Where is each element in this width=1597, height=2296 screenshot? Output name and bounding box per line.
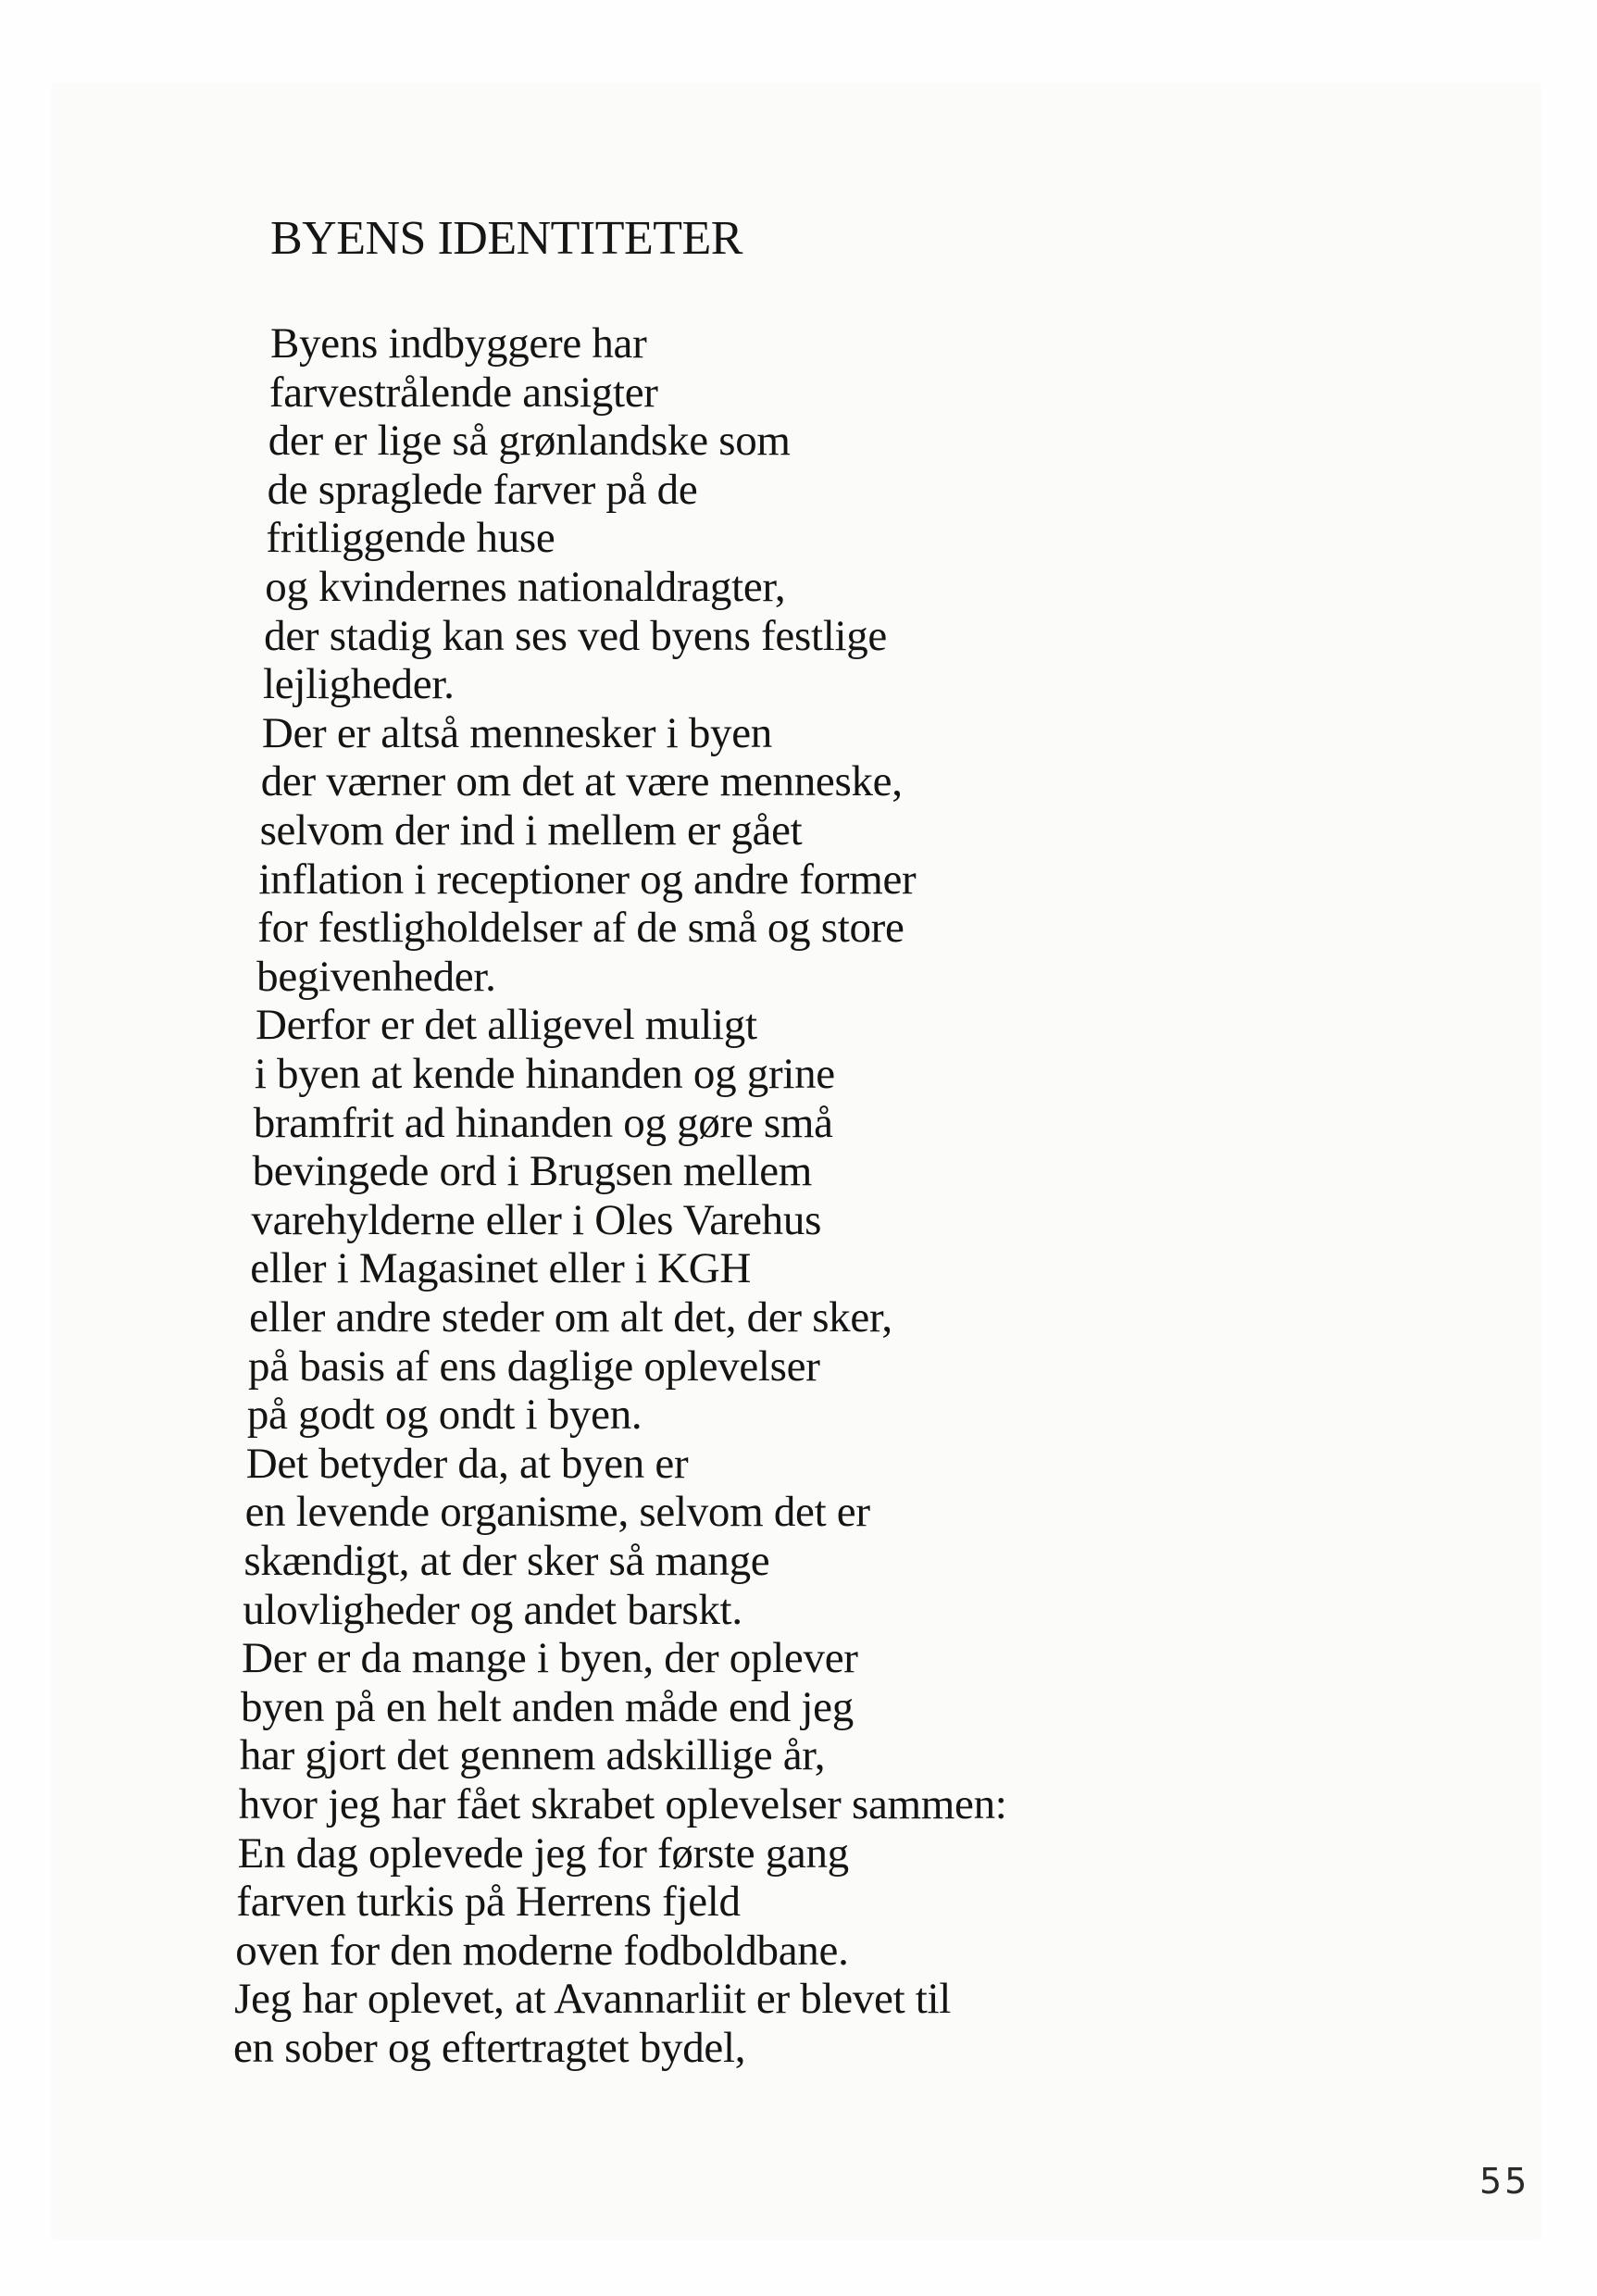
poem-line: begivenheder. <box>256 952 496 1001</box>
poem-line: farven turkis på Herrens fjeld <box>236 1878 741 1927</box>
poem-line: eller i Magasinet eller i KGH <box>250 1244 752 1293</box>
poem-line: farvestrålende ansigter <box>268 368 658 417</box>
poem-line: hvor jeg har fået skrabet oplevelser sammen: <box>238 1780 1007 1828</box>
poem-line: fritliggende huse <box>266 514 555 563</box>
poem-line: oven for den moderne fodboldbane. <box>235 1926 849 1975</box>
poem-line: Det betyder da, at byen er <box>245 1439 689 1488</box>
poem-line: en sober og eftertragtet bydel, <box>233 2024 746 2072</box>
poem-line: og kvindernes nationaldragter, <box>265 563 786 611</box>
poem-line: selvom der ind i mellem er gået <box>259 806 803 855</box>
poem-line: ulovligheder og andet barskt. <box>243 1585 742 1634</box>
poem-line: skændigt, at der sker så mange <box>243 1537 770 1585</box>
poem-line: eller andre steder om alt det, der sker, <box>249 1293 892 1341</box>
poem-line: en levende organisme, selvom det er <box>244 1488 870 1537</box>
page-title: BYENS IDENTITETER <box>270 212 742 265</box>
poem-line: Byens indbyggere har <box>270 319 647 368</box>
poem-line: bevingede ord i Brugsen mellem <box>252 1147 813 1196</box>
poem-line: byen på en helt anden måde end jeg <box>241 1682 854 1731</box>
poem-line: lejligheder. <box>263 660 455 709</box>
poem-line: inflation i receptioner og andre former <box>258 855 917 904</box>
poem-line: der stadig kan ses ved byens festlige <box>264 611 887 660</box>
poem-line: har gjort det gennem adskillige år, <box>239 1731 826 1780</box>
poem-line: bramfrit ad hinanden og gøre små <box>253 1098 833 1147</box>
poem-line: på basis af ens daglige oplevelser <box>248 1341 820 1391</box>
page-number: 55 <box>1479 2161 1530 2202</box>
poem-line: på godt og ondt i byen. <box>246 1391 643 1440</box>
poem-line: Jeg har oplevet, at Avannarliit er blevet til <box>234 1975 952 2024</box>
poem-line: der er lige så grønlandske som <box>268 417 791 466</box>
poem-line: i byen at kende hinanden og grine <box>254 1050 835 1098</box>
poem-line: Der er da mange i byen, der oplever <box>242 1634 858 1683</box>
poem-line: varehylderne eller i Oles Varehus <box>251 1195 822 1244</box>
poem-line: de spraglede farver på de <box>267 465 698 514</box>
poem-line: Derfor er det alligevel muligt <box>256 1001 757 1050</box>
poem-line: En dag oplevede jeg for første gang <box>237 1828 849 1878</box>
poem-line: for festligholdelser af de små og store <box>257 904 905 953</box>
poem-line: Der er altså mennesker i byen <box>261 708 772 757</box>
poem-line: der værner om det at være menneske, <box>260 757 903 806</box>
